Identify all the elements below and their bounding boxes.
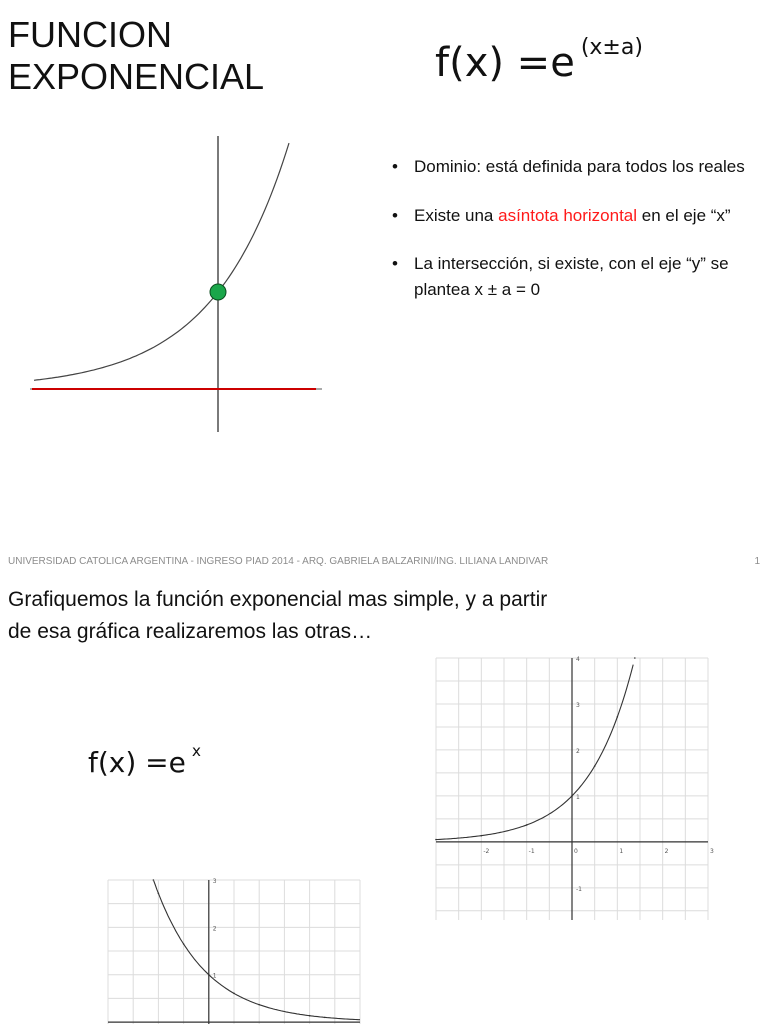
data-point: [481, 835, 483, 837]
data-point: [435, 839, 437, 841]
bullet-domain: • Dominio: está definida para todos los reales: [392, 154, 752, 180]
title-line-2: EXPONENCIAL: [8, 56, 265, 98]
y-tick-label: -1: [576, 885, 582, 893]
bullet-asymptote-highlight: asíntota horizontal: [498, 205, 638, 225]
footer-text: UNIVERSIDAD CATOLICA ARGENTINA - INGRESO PIAD 2014 - ARQ. GABRIELA BALZARINI/ING. LILIANA LANDIVAR: [8, 556, 549, 567]
x-tick-label: -1: [528, 847, 535, 855]
data-point: [183, 943, 185, 945]
exp-neg-x-graph: [100, 874, 368, 1024]
exponential-sketch-graph: [0, 130, 340, 440]
y-tick-label: 1: [212, 972, 217, 980]
data-point: [158, 893, 160, 895]
simple-exponential-formula: [88, 742, 201, 779]
y-tick-label: 1: [576, 793, 580, 801]
y-tick-label: 2: [576, 747, 580, 755]
x-tick-label: 3: [710, 847, 714, 855]
general-exponential-formula: [435, 34, 643, 86]
formula-exponent: (x±a): [580, 34, 643, 60]
exp-x-graph: [430, 654, 720, 924]
data-point: [153, 879, 155, 881]
formula-base: f(x) =e: [435, 40, 575, 86]
bullet-asymptote: [392, 203, 752, 229]
bullet-asymptote-suffix: en el eje “x”: [637, 205, 731, 225]
y-tick-label: 2: [212, 925, 217, 933]
exponential-curve: [34, 143, 289, 380]
data-point: [324, 1017, 326, 1019]
title-line-1: FUNCION: [8, 14, 172, 55]
bullet-asymptote-prefix: Existe una: [414, 205, 499, 225]
properties-list: [392, 154, 752, 325]
slide-subtitle: Grafiquemos la función exponencial mas simple, y a partir de esa gráfica realizaremos las otras…: [8, 588, 548, 643]
x-tick-label: -2: [483, 847, 490, 855]
x-tick-label: 1: [619, 847, 624, 855]
formula-base: f(x) =e: [88, 746, 186, 779]
y-intercept-point: [210, 284, 226, 300]
data-point: [617, 716, 619, 718]
formula-exponent: x: [191, 742, 201, 761]
data-point: [309, 1015, 311, 1017]
data-point: [634, 657, 636, 659]
y-tick-label: 3: [576, 701, 580, 709]
data-point: [526, 824, 528, 826]
slide-2: [0, 548, 768, 1024]
bullet-intersection: • La intersección, si existe, con el eje “y” se plantea x ± a = 0: [392, 251, 752, 302]
y-tick-label: 4: [576, 656, 580, 663]
function-curve: [436, 665, 633, 840]
page-number: 1: [754, 556, 760, 567]
x-tick-label: 0: [574, 847, 578, 855]
data-point: [571, 795, 573, 797]
data-point: [258, 1004, 260, 1006]
data-point: [594, 765, 596, 767]
data-point: [208, 974, 210, 976]
data-point: [233, 993, 235, 995]
y-tick-label: 3: [212, 878, 217, 885]
x-tick-label: 2: [664, 847, 669, 855]
slide-title: [8, 14, 264, 99]
